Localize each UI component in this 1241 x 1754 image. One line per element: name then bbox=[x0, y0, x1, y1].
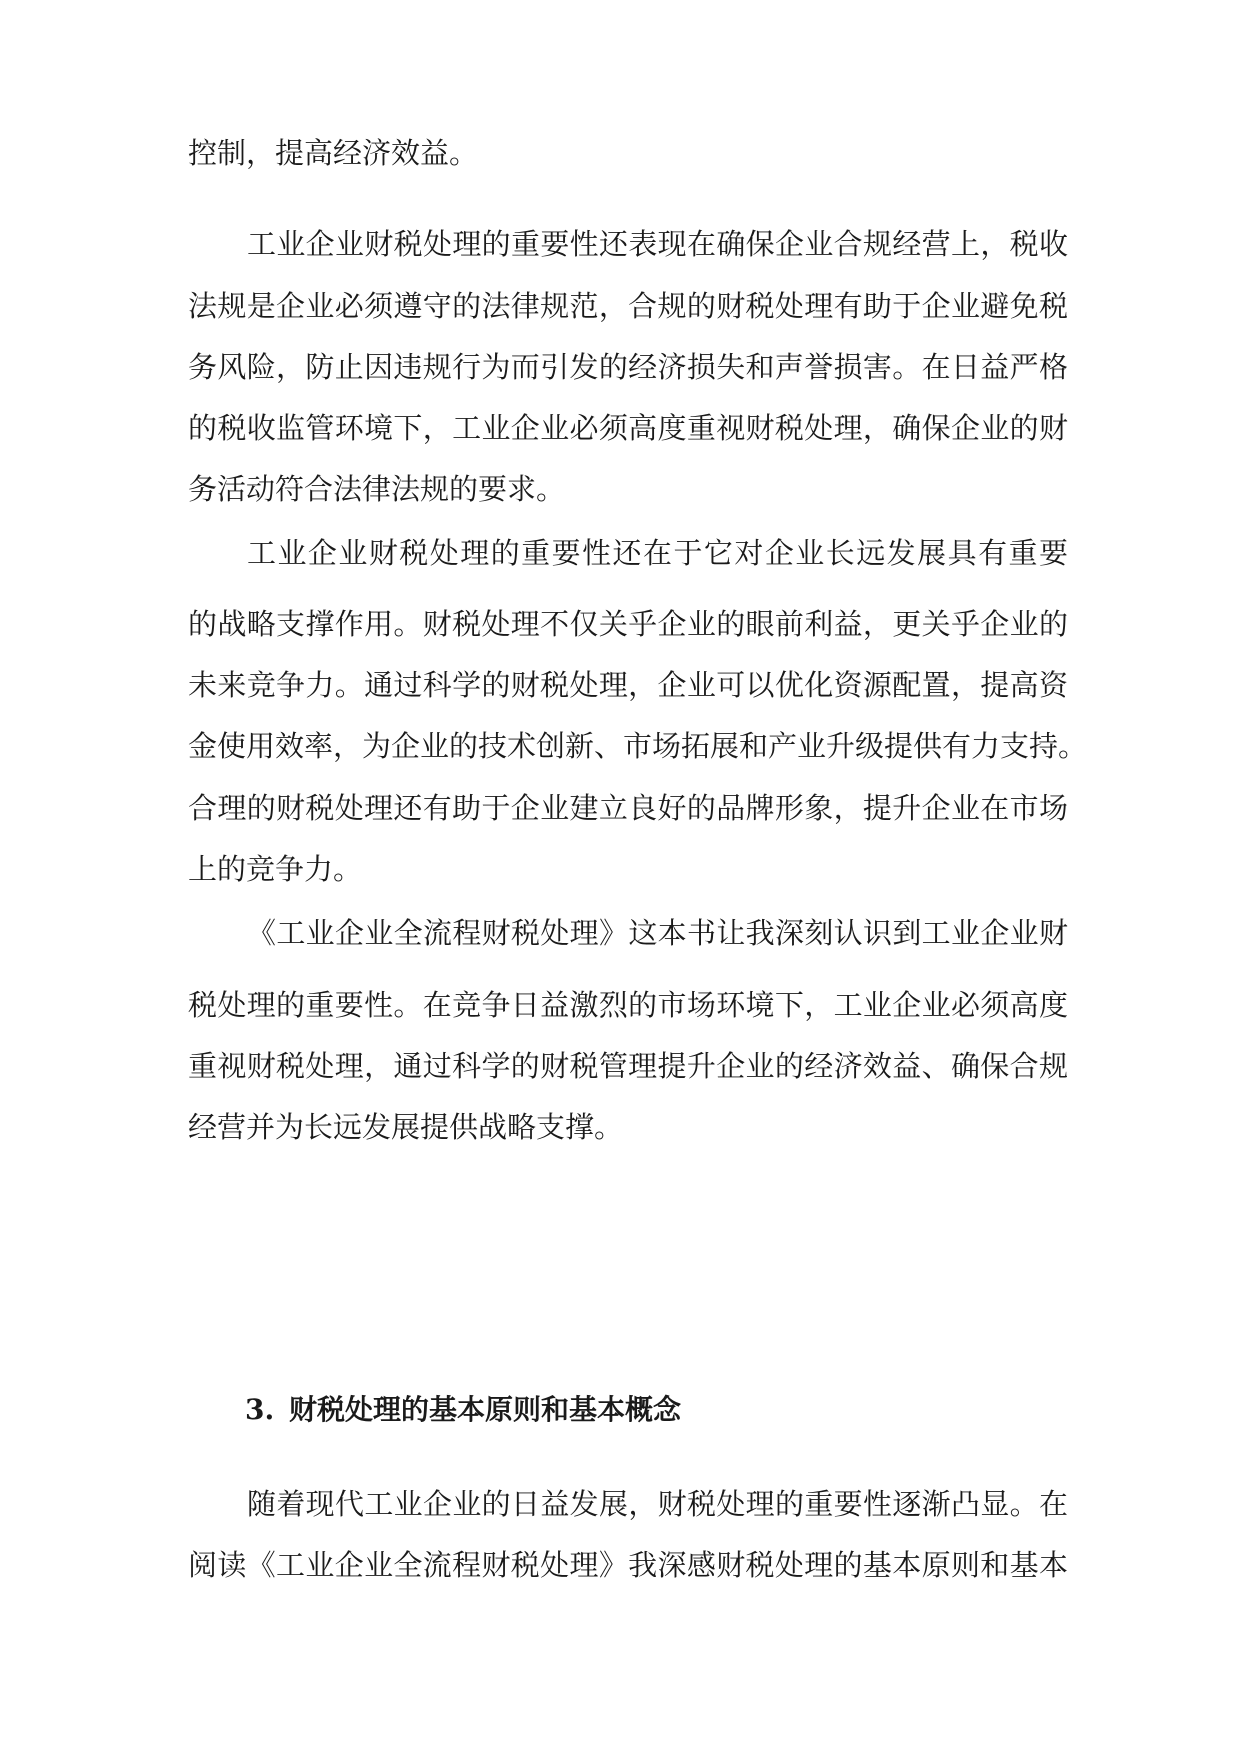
paragraph-line: 未来竞争力。通过科学的财税处理，企业可以优化资源配置，提高资 bbox=[188, 668, 1068, 702]
paragraph-line: 的战略支撑作用。财税处理不仅关乎企业的眼前利益，更关乎企业的 bbox=[188, 607, 1068, 641]
paragraph-line: 随着现代工业企业的日益发展，财税处理的重要性逐渐凸显。在 bbox=[247, 1487, 1068, 1521]
paragraph-line: 务活动符合法律法规的要求。 bbox=[188, 472, 566, 506]
section-title: 财税处理的基本原则和基本概念 bbox=[289, 1393, 682, 1426]
paragraph-line: 法规是企业必须遵守的法律规范，合规的财税处理有助于企业避免税 bbox=[188, 289, 1068, 323]
paragraph-line: 控制，提高经济效益。 bbox=[188, 136, 479, 170]
paragraph-line: 工业企业财税处理的重要性还表现在确保企业合规经营上，税收 bbox=[247, 227, 1068, 261]
paragraph-line: 经营并为长远发展提供战略支撑。 bbox=[188, 1110, 624, 1144]
paragraph-line: 合理的财税处理还有助于企业建立良好的品牌形象，提升企业在市场 bbox=[188, 791, 1068, 825]
paragraph-line: 上的竞争力。 bbox=[188, 852, 363, 886]
paragraph-line: 税处理的重要性。在竞争日益激烈的市场环境下，工业企业必须高度 bbox=[188, 988, 1068, 1022]
paragraph-line: 《工业企业全流程财税处理》这本书让我深刻认识到工业企业财 bbox=[247, 916, 1068, 950]
section-heading bbox=[245, 1390, 681, 1430]
paragraph-line: 金使用效率，为企业的技术创新、市场拓展和产业升级提供有力支持。 bbox=[188, 729, 1088, 763]
paragraph-line: 务风险，防止因违规行为而引发的经济损失和声誉损害。在日益严格 bbox=[188, 350, 1068, 384]
paragraph-line: 重视财税处理，通过科学的财税管理提升企业的经济效益、确保合规 bbox=[188, 1049, 1068, 1083]
paragraph-line: 工业企业财税处理的重要性还在于它对企业长远发展具有重要 bbox=[247, 536, 1068, 570]
paragraph-line: 的税收监管环境下，工业企业必须高度重视财税处理，确保企业的财 bbox=[188, 411, 1068, 445]
section-number: 3. bbox=[245, 1393, 275, 1426]
paragraph-line: 阅读《工业企业全流程财税处理》我深感财税处理的基本原则和基本 bbox=[188, 1548, 1068, 1582]
